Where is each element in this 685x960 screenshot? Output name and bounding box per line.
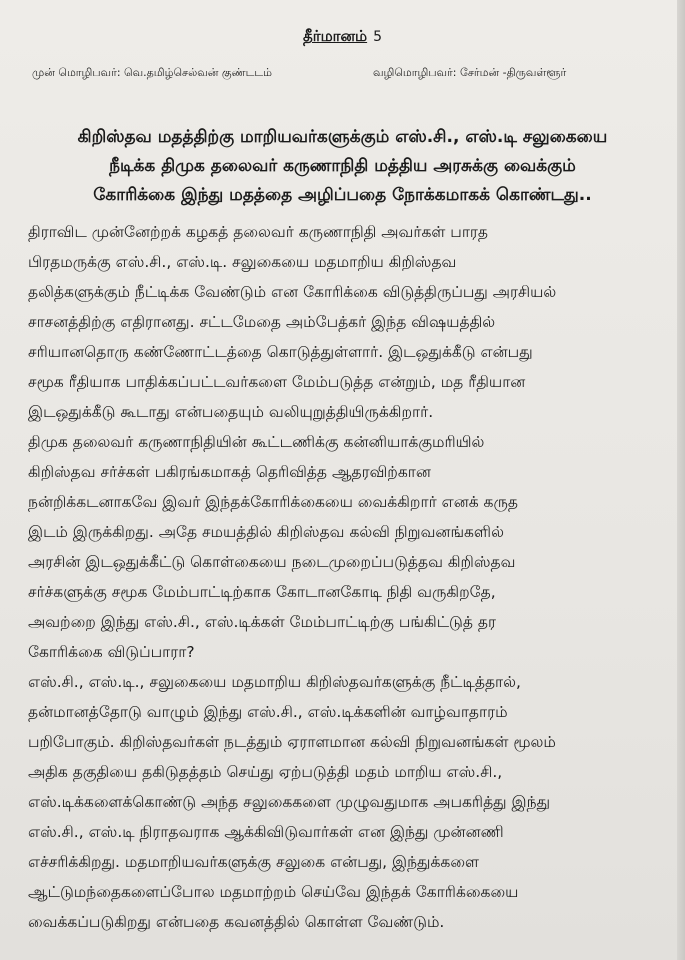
paragraph-line: சாசனத்திற்கு எதிரானது. சட்டமேதை அம்பேத்கர் இந்த விஷயத்தில்: [28, 313, 496, 331]
resolution-title: [0, 27, 685, 47]
paragraph-line: சரியானதொரு கண்ணோட்டத்தை கொடுத்துள்ளார். இடஒதுக்கீடு என்பது: [28, 343, 533, 361]
paragraph-line: எஸ்.சி., எஸ்.டி நிராதவராக ஆக்கிவிடுவார்கள் என இந்து முன்னணி: [28, 823, 504, 841]
headline-line: கோரிக்கை இந்து மதத்தை அழிப்பதை நோக்கமாகக் கொண்டது..: [93, 185, 592, 205]
paragraph-line: எஸ்.சி., எஸ்.டி., சலுகையை மதமாறிய கிறிஸ்தவர்களுக்கு நீட்டித்தால்,: [28, 673, 521, 691]
paragraph-line: திராவிட முன்னேற்றக் கழகத் தலைவர் கருணாநிதி அவர்கள் பாரத: [28, 223, 489, 241]
page-edge: [677, 0, 685, 960]
paragraph-line: அதிக தகுதியை தகிடுதத்தம் செய்து ஏற்படுத்தி மதம் மாறிய எஸ்.சி.,: [28, 763, 503, 781]
paragraph-line: எச்சரிக்கிறது. மதமாறியவர்களுக்கு சலுகை என்பது, இந்துக்களை: [28, 853, 479, 871]
paragraph-1: [28, 217, 658, 427]
paragraph-line: அரசின் இடஒதுக்கீட்டு கொள்கையை நடைமுறைப்படுத்தவ கிறிஸ்தவ: [28, 553, 516, 571]
paragraph-line: தலித்களுக்கும் நீட்டிக்க வேண்டும் என கோரிக்கை விடுத்திருப்பது அரசியல்: [28, 283, 557, 301]
title-text: தீர்மானம்: [302, 27, 368, 45]
paragraph-line: இடஒதுக்கீடு கூடாது என்பதையும் வலியுறுத்தியிருக்கிறார்.: [28, 403, 434, 421]
proposer-line: முன் மொழிபவர்: வெ.தமிழ்செல்வன் குண்டடம்: [32, 66, 273, 79]
headline: [20, 123, 665, 210]
paragraph-line: பறிபோகும். கிறிஸ்தவர்கள் நடத்தும் ஏராளமான கல்வி நிறுவனங்கள் மூலம்: [28, 733, 556, 751]
paragraph-line: கோரிக்கை விடுப்பாரா?: [28, 643, 195, 661]
title-number: 5: [373, 29, 383, 45]
paragraph-3: [28, 667, 658, 937]
paragraph-line: திமுக தலைவர் கருணாநிதியின் கூட்டணிக்கு கன்னியாக்குமரியில்: [28, 433, 485, 451]
paragraph-line: வைக்கப்படுகிறது என்பதை கவனத்தில் கொள்ள வேண்டும்.: [28, 913, 445, 931]
seconder-line: வழிமொழிபவர்: சேர்மன் -திருவள்ளூர்: [373, 66, 567, 79]
paragraph-line: இடம் இருக்கிறது. அதே சமயத்தில் கிறிஸ்தவ கல்வி நிறுவனங்களில்: [28, 523, 504, 541]
paragraph-line: சர்ச்களுக்கு சமூக மேம்பாட்டிற்காக கோடானகோடி நிதி வருகிறதே,: [28, 583, 496, 601]
paragraph-line: அவற்றை இந்து எஸ்.சி., எஸ்.டிக்கள் மேம்பாட்டிற்கு பங்கிட்டுத் தர: [28, 613, 497, 631]
paragraph-line: தன்மானத்தோடு வாழும் இந்து எஸ்.சி., எஸ்.டிக்களின் வாழ்வாதாரம்: [28, 703, 508, 721]
paragraph-line: பிரதமருக்கு எஸ்.சி., எஸ்.டி. சலுகையை மதமாறிய கிறிஸ்தவ: [28, 253, 457, 271]
paragraph-line: எஸ்.டிக்களைக்கொண்டு அந்த சலுகைகளை முழுவதுமாக அபகரித்து இந்து: [28, 793, 551, 811]
paragraph-line: கிறிஸ்தவ சர்ச்கள் பகிரங்கமாகத் தெரிவித்த ஆதரவிற்கான: [28, 463, 431, 481]
headline-line: நீடிக்க திமுக தலைவர் கருணாநிதி மத்திய அரசுக்கு வைக்கும்: [109, 156, 576, 176]
paragraph-line: நன்றிக்கடனாகவே இவர் இந்தக்கோரிக்கையை வைக்கிறார் எனக் கருத: [28, 493, 518, 511]
paragraph-line: சமூக ரீதியாக பாதிக்கப்பட்டவர்களை மேம்படுத்த என்றும், மத ரீதியான: [28, 373, 526, 391]
paragraph-line: ஆட்டுமந்தைகளைப்போல மதமாற்றம் செய்வே இந்தக் கோரிக்கையை: [28, 883, 519, 901]
paragraph-2: [28, 427, 658, 667]
headline-line: கிறிஸ்தவ மதத்திற்கு மாறியவர்களுக்கும் எஸ்.சி., எஸ்.டி சலுகையை: [77, 127, 608, 147]
